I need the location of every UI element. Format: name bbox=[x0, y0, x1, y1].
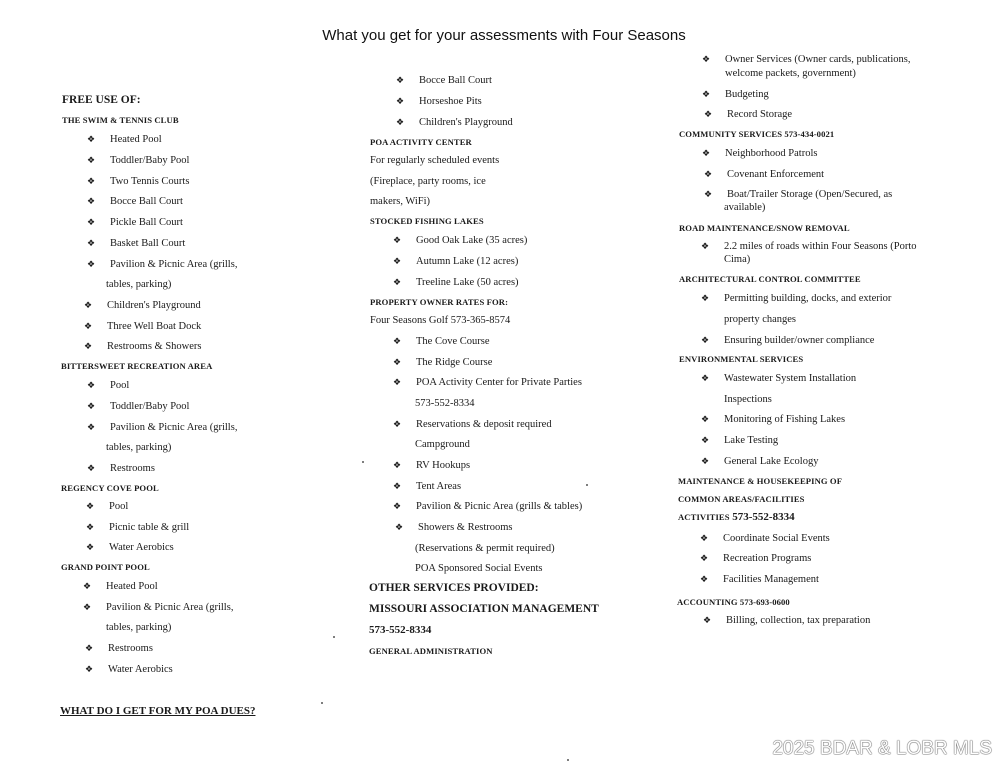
list-item: ❖ RV Hookups bbox=[416, 459, 470, 472]
text-line: makers, WiFi) bbox=[370, 196, 431, 207]
list-item-continuation: Inspections bbox=[724, 394, 772, 405]
list-item-continuation: available) bbox=[724, 202, 766, 213]
list-item: ❖ Treeline Lake (50 acres) bbox=[416, 276, 519, 289]
road-heading: ROAD MAINTENANCE/SNOW REMOVAL bbox=[679, 223, 850, 233]
mls-watermark: 2025 BDAR & LOBR MLS bbox=[772, 738, 992, 759]
scan-speck bbox=[333, 636, 335, 638]
activities-heading: ACTIVITIES bbox=[678, 512, 730, 522]
list-item: ❖ Pool bbox=[109, 500, 128, 513]
scan-speck bbox=[362, 461, 364, 463]
gen-admin-heading: GENERAL ADMINISTRATION bbox=[369, 646, 493, 656]
other-services-heading: OTHER SERVICES PROVIDED: bbox=[369, 582, 539, 594]
regency-heading: REGENCY COVE POOL bbox=[61, 483, 159, 493]
list-item: ❖ The Cove Course bbox=[416, 335, 490, 348]
fishing-heading: STOCKED FISHING LAKES bbox=[370, 216, 484, 226]
accounting-heading: ACCOUNTING 573-693-0600 bbox=[677, 597, 790, 607]
list-item: ❖ Bocce Ball Court bbox=[419, 74, 492, 87]
list-item: ❖ Restrooms & Showers bbox=[107, 340, 202, 353]
list-item: ❖ 2.2 miles of roads within Four Seasons (Porto bbox=[724, 240, 917, 253]
list-item-continuation: welcome packets, government) bbox=[725, 68, 856, 79]
poa-dues-question: WHAT DO I GET FOR MY POA DUES? bbox=[60, 705, 256, 717]
scan-speck bbox=[321, 702, 323, 704]
rates-heading: PROPERTY OWNER RATES FOR: bbox=[370, 297, 509, 307]
list-item: ❖ Water Aerobics bbox=[108, 663, 173, 676]
list-item: ❖ Three Well Boat Dock bbox=[107, 320, 201, 333]
list-item: ❖ The Ridge Course bbox=[416, 356, 492, 369]
list-item: ❖ Owner Services (Owner cards, publications, bbox=[725, 53, 910, 66]
list-item: ❖ Horseshoe Pits bbox=[419, 95, 482, 108]
list-item: ❖ Recreation Programs bbox=[723, 552, 811, 565]
list-item-continuation: tables, parking) bbox=[106, 279, 172, 290]
list-item: ❖ Picnic table & grill bbox=[109, 521, 189, 534]
text-line: For regularly scheduled events bbox=[370, 155, 500, 166]
list-item: ❖ Pickle Ball Court bbox=[110, 216, 183, 229]
list-item: ❖ Pool bbox=[110, 379, 129, 392]
activities-phone: 573-552-8334 bbox=[732, 511, 795, 523]
env-heading: ENVIRONMENTAL SERVICES bbox=[679, 354, 804, 364]
social-events: POA Sponsored Social Events bbox=[415, 563, 543, 574]
list-item: ❖ Lake Testing bbox=[724, 434, 778, 447]
list-item: ❖ Billing, collection, tax preparation bbox=[726, 614, 870, 627]
list-item: ❖ Heated Pool bbox=[110, 133, 162, 146]
list-item: ❖ Neighborhood Patrols bbox=[725, 147, 817, 160]
list-item: ❖ Showers & Restrooms bbox=[418, 521, 513, 534]
maint-heading: MAINTENANCE & HOUSEKEEPING OF bbox=[678, 476, 843, 486]
list-item: ❖ POA Activity Center for Private Parties bbox=[416, 376, 582, 389]
maint-heading-2: COMMON AREAS/FACILITIES bbox=[678, 494, 805, 504]
list-item: ❖ Coordinate Social Events bbox=[723, 532, 830, 545]
reservations-note: (Reservations & permit required) bbox=[415, 543, 555, 554]
list-item: ❖ Autumn Lake (12 acres) bbox=[416, 255, 518, 268]
list-item-continuation: tables, parking) bbox=[106, 442, 172, 453]
swim-tennis-heading: THE SWIM & TENNIS CLUB bbox=[62, 115, 179, 125]
poa-phone: 573-552-8334 bbox=[415, 398, 475, 409]
list-item: ❖ Monitoring of Fishing Lakes bbox=[724, 413, 845, 426]
scan-speck bbox=[586, 484, 588, 486]
mam-phone: 573-552-8334 bbox=[369, 624, 432, 636]
list-item-continuation: Cima) bbox=[724, 254, 751, 265]
list-item: ❖ Permitting building, docks, and exterior bbox=[724, 292, 891, 305]
list-item: ❖ Budgeting bbox=[725, 88, 769, 101]
list-item: ❖ Reservations & deposit required bbox=[416, 418, 552, 431]
list-item: ❖ General Lake Ecology bbox=[724, 455, 818, 468]
list-item: ❖ Bocce Ball Court bbox=[110, 195, 183, 208]
list-item: ❖ Toddler/Baby Pool bbox=[110, 154, 189, 167]
list-item: ❖ Good Oak Lake (35 acres) bbox=[416, 234, 527, 247]
list-item: ❖ Covenant Enforcement bbox=[727, 168, 824, 181]
list-item: ❖ Boat/Trailer Storage (Open/Secured, as bbox=[727, 188, 892, 201]
grand-point-heading: GRAND POINT POOL bbox=[61, 562, 150, 572]
campground-label: Campground bbox=[415, 439, 470, 450]
bittersweet-heading: BITTERSWEET RECREATION AREA bbox=[61, 361, 213, 371]
list-item: ❖ Pavilion & Picnic Area (grills & tables) bbox=[416, 500, 582, 513]
list-item: ❖ Basket Ball Court bbox=[110, 237, 185, 250]
list-item: ❖ Toddler/Baby Pool bbox=[110, 400, 189, 413]
poa-center-heading: POA ACTIVITY CENTER bbox=[370, 137, 472, 147]
text-line: (Fireplace, party rooms, ice bbox=[370, 176, 486, 187]
list-item-continuation: property changes bbox=[724, 314, 797, 325]
scan-speck bbox=[567, 759, 569, 761]
list-item-continuation: tables, parking) bbox=[106, 622, 172, 633]
list-item: ❖ Water Aerobics bbox=[109, 541, 174, 554]
list-item: ❖ Pavilion & Picnic Area (grills, bbox=[106, 601, 233, 614]
list-item: ❖ Two Tennis Courts bbox=[110, 175, 189, 188]
community-heading: COMMUNITY SERVICES 573-434-0021 bbox=[679, 129, 835, 139]
mam-heading: MISSOURI ASSOCIATION MANAGEMENT bbox=[369, 603, 599, 615]
list-item: ❖ Restrooms bbox=[108, 642, 153, 655]
list-item: ❖ Pavilion & Picnic Area (grills, bbox=[110, 258, 237, 271]
list-item: ❖ Children's Playground bbox=[107, 299, 201, 312]
list-item: ❖ Children's Playground bbox=[419, 116, 513, 129]
activities-heading-line bbox=[678, 511, 795, 524]
list-item: ❖ Ensuring builder/owner compliance bbox=[724, 334, 874, 347]
list-item: ❖ Restrooms bbox=[110, 462, 155, 475]
list-item: ❖ Record Storage bbox=[727, 108, 792, 121]
arch-heading: ARCHITECTURAL CONTROL COMMITTEE bbox=[679, 274, 861, 284]
list-item: ❖ Wastewater System Installation bbox=[724, 372, 856, 385]
list-item: ❖ Facilities Management bbox=[723, 573, 819, 586]
list-item: ❖ Tent Areas bbox=[416, 480, 461, 493]
list-item: ❖ Pavilion & Picnic Area (grills, bbox=[110, 421, 237, 434]
free-use-heading: FREE USE OF: bbox=[62, 94, 141, 106]
golf-rates: Four Seasons Golf 573-365-8574 bbox=[370, 315, 511, 326]
page-title: What you get for your assessments with Four Seasons bbox=[322, 27, 686, 44]
list-item: ❖ Heated Pool bbox=[106, 580, 158, 593]
